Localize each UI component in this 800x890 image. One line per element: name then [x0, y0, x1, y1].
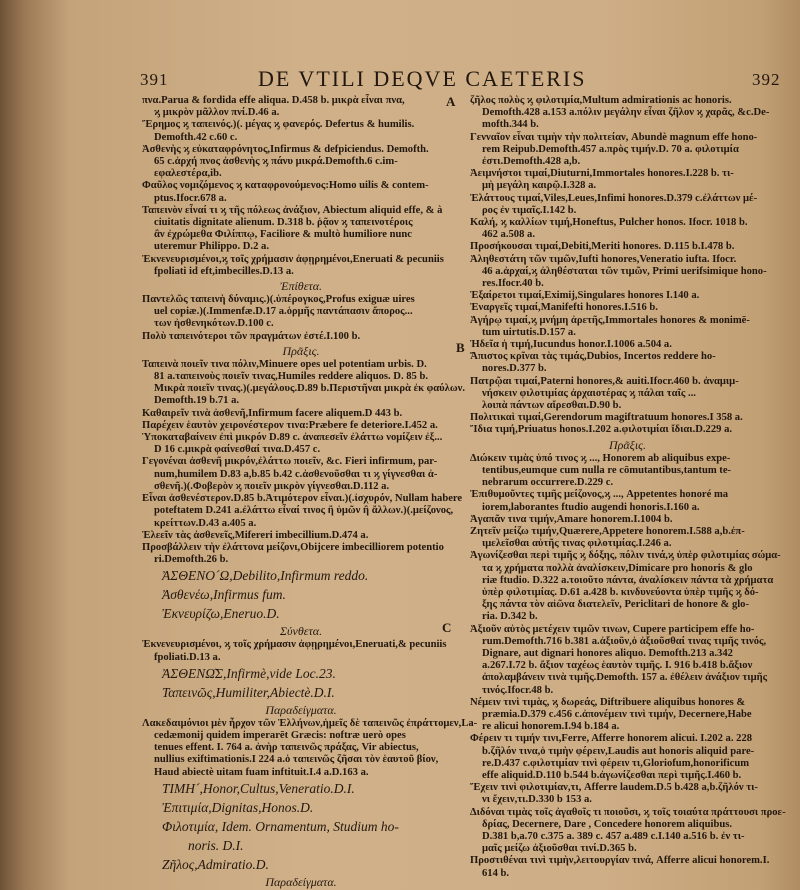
text-line: Ἀγήρῳ τιμαί,ϗ μνήμη ἀρετῆς,Immortales honores & monimē-	[470, 314, 750, 326]
text-line: cedæmonij quidem imperarēt Græcis: noftræ uerò opes	[154, 729, 406, 741]
text-line: Γεγονέναι ἀσθενῆ μικρόν,ἐλάττω ποιεῖν, &c. Fieri infirmum, par-	[142, 456, 438, 468]
text-line: tum uirtutis.D.157 a.	[482, 326, 576, 338]
running-title: DE VTILI DEQVE CAETERIS	[258, 66, 587, 91]
text-line: Ἐξαίρετοι τιμαί,Eximij,Singulares honores I.140 a.	[470, 290, 700, 302]
text-line: 614 b.	[482, 867, 510, 879]
lemma-entry: Φιλοτιμία, Idem. Ornamentum, Studium ho-	[162, 818, 399, 834]
text-line: ria. D.342 b.	[482, 611, 538, 623]
text-line: effe aliquid.D.110 b.544 b.ἀγωνίζεσθαι περὶ τιμῆς.I.460 b.	[482, 769, 742, 781]
text-line: Ταπεινὸν εἶναί τι ϗ τῆς πόλεως ἀνάξιον, Abiectum aliquid effe, & à	[142, 204, 443, 216]
text-line: ptus.Ifocr.678 a.	[154, 192, 227, 204]
text-line: fpoliati.D.13 a.	[154, 651, 221, 663]
text-line: tenues effent. I. 764 a. ἀνὴρ ταπεινῶς πράξας, Vir abiectus,	[154, 742, 419, 754]
text-line: mofth.344 b.	[482, 119, 539, 131]
text-line: Φαῦλος νομιζόμενος ϗ καταφρονούμενος:Homo uilis & contem-	[142, 180, 429, 192]
text-line: Ἐλάττους τιμαί,Viles,Leues,Infimi honores.D.379 c.ἐλάττων μέ-	[470, 192, 758, 204]
text-line: ciuitatis dignitate alienum. D.318 b. ῥᾷον ϗ ταπεινοτέροις	[154, 217, 413, 229]
text-line: re alicui honorem.I.94 b.184 a.	[482, 721, 620, 733]
text-line: Καθαιρεῖν τινὰ ἀσθενῆ,Infirmum facere aliquem.D 443 b.	[142, 407, 403, 419]
text-line: ὑπὲρ φιλοτιμίας. D.61 a.428 b. κινδυνεύοντα ὑπὲρ τιμῆς ϗ δό-	[482, 586, 759, 598]
text-line: nores.D.377 b.	[482, 363, 547, 375]
section-heading: Παραδείγματα.	[265, 702, 337, 717]
text-line: Ἐπιθυμοῦντες τιμῆς μείζονος,ϗ ..., Appetentes honoré ma	[470, 489, 729, 501]
text-line: Γενναῖον εἶναι τιμὴν τὴν πολιτείαν, Abundè magnum effe hono-	[470, 131, 758, 143]
text-line: τα ϗ χρήματα πολλὰ ἀναλίσκειν,Dimicare pro honoris & glo	[482, 562, 753, 574]
text-line: Λακεδαιμόνιοι μὲν ἦρχον τῶν Ἑλλήνων,ἡμεῖς δὲ ταπεινῶς ἐπράττομεν,La-	[142, 717, 478, 729]
margin-letter-c: C	[442, 620, 452, 635]
lemma-entry: Ἀσθενέω,Infirmus fum.	[162, 587, 286, 603]
lemma-entry: Ἐκνευρίζω,Eneruo.D.	[162, 606, 280, 622]
text-line: Ἀγαπᾶν τινα τιμήν,Amare honorem.I.1004 b.	[470, 513, 673, 525]
text-line: μαῖς μείζω ἀξιοῦσθαι τινί.D.365 b.	[482, 843, 637, 855]
text-line: Ζητεῖν μείζω τιμήν,Quærere,Appetere honorem.I.588 a,b.ἐπ-	[470, 525, 745, 537]
text-line: δρίας, Decernere, Dare , Concedere honorem aliquibus.	[482, 818, 733, 830]
text-line: λοιπὰ πάντων αἴρεσθαι.D.90 b.	[482, 400, 622, 412]
text-line: D.381 b,a.70 c.375 a. 389 c. 457 a.489 c.I.140 a.516 b. ἐν τι-	[482, 830, 745, 842]
text-line: Πατρῷαι τιμαί,Paterni honores,& auiti.Ifocr.460 b. ἀναμιμ-	[470, 375, 739, 387]
text-line: res.Ifocr.40 b.	[482, 278, 544, 290]
text-line: Ὑποκαταβαίνειν ἐπὶ μικρόν D.89 c. ἀναπεσεῖν ἐλάττω νομίζειν ἐξ...	[142, 432, 443, 444]
text-line: των ἠσθενηκότων.D.100 c.	[154, 318, 274, 330]
text-line: fpoliati id eft,imbecilles.D.13 a.	[154, 265, 294, 277]
text-line: Νέμειν τινὶ τιμὰς, ϗ δωρεάς, Diftribuere aliquibus honores &	[470, 696, 746, 708]
text-line: ri.Demofth.26 b.	[154, 554, 229, 566]
section-heading: Πρᾶξις.	[608, 437, 647, 452]
text-line: 462 a.508 a.	[482, 229, 535, 241]
text-line: Demofth.428 a.153 a.πόλιν μεγάλην εἶναι ζῆλον ϗ χαρᾶς, &c.De-	[482, 107, 770, 119]
text-line: riæ ftudio. D.322 a.τοιοῦτο πάντα, ἀναλίσκειν πάντα τὰ χρήματα	[482, 574, 774, 586]
lemma-entry: ἈΣΘΕΝΟ´Ω,Debilito,Infirmum reddo.	[162, 568, 369, 584]
margin-letter-b: B	[456, 340, 465, 355]
text-line: Παρέχειν ἑαυτὸν χειρονέστερον τινα:Præbere fe deteriore.I.452 a.	[142, 419, 438, 431]
text-line: σθενῆ.)(.Φοβερὸν ϗ ποιεῖν μικρὸν γίγνεσθαι.D.112 a.	[154, 480, 390, 492]
text-line: Διώκειν τιμὰς ὑπό τινος ϗ ..., Honorem ab aliquibus expe-	[470, 452, 731, 464]
text-line: Προστιθέναι τινὶ τιμὴν,λειτουργίαν τινά, Afferre alicui honorem.I.	[470, 855, 770, 867]
text-line: uel copiæ.)(.Immenfæ.D.17 a.ὁρμῆς παντάπασιν ἄπορος...	[154, 306, 413, 318]
page-number-left: 391	[140, 70, 169, 89]
lemma-entry: Ζῆλος,Admiratio.D.	[162, 856, 269, 872]
text-line: Haud abiectè uitam fuam inftituit.I.4 a.D.163 a.	[154, 766, 369, 778]
text-line: Φέρειν τι τιμήν τινι,Ferre, Afferre honorem alicui. I.202 a. 228	[470, 733, 753, 745]
text-line: re.D.437 c.φιλοτιμίαν τινὶ φέρειν τι,Gloriofum,honorificum	[482, 757, 750, 769]
text-line: Προσβάλλειν τὴν ἐλάττονα μείζονι,Obijcere imbecilliorem potentio	[142, 541, 444, 553]
lemma-entry: noris. D.I.	[188, 837, 244, 853]
text-line: Ἀσθενὴς ϗ εὐκαταφρόνητος,Infirmus & defpiciendus. Demofth.	[142, 143, 429, 155]
text-line: D 16 c.μικρὰ φαίνεσθαί τινα.D.457 c.	[154, 444, 321, 456]
text-line: Ἐλεεῖν τὰς ἀσθενεῖς,Mifereri imbecillium.D.474 a.	[142, 529, 369, 541]
lemma-entry: ἈΣΘΕΝΩ͂Σ,Infirmè,vide Loc.23.	[162, 665, 336, 681]
left-column	[142, 95, 478, 890]
text-line: Ἴδια τιμή,Priuatus honos.I.202 a.φιλοτιμίαι ἴδιαι.D.229 a.	[470, 424, 733, 436]
text-line: ἀπολαμβάνειν τινὰ τιμῆς.Demofth. 157 a. ἐθέλειν ἀνάξιον τιμῆς	[482, 672, 768, 684]
text-line: Dignare, aut dignari honores aliquo. Demofth.213 a.342	[482, 647, 733, 659]
text-line: nullius exiftimationis.I 224 a.ὁ ταπεινῶς ζῆσαι τὸν ἑαυτοῦ βίον,	[154, 754, 439, 766]
text-line: Ἔχειν τινὶ φιλοτιμίαν,τι, Afferre laudem.D.5 b.428 a,b.ζῆλόν τι-	[470, 782, 758, 794]
text-line: Ἀξιοῦν αὐτὸς μετέχειν τιμῶν τινων, Cupere participem effe ho-	[470, 623, 755, 635]
text-line: Παντελῶς ταπεινὴ δύναμις.)(.ὑπέρογκος,Profus exiguæ uires	[142, 294, 415, 306]
text-line: μὴ μεγάλη καιρῷ.I.328 a.	[482, 180, 597, 192]
text-line: πνα.Parua & fordida effe aliqua. D.458 b. μικρὰ εἶναι πνα,	[142, 95, 405, 106]
lemma-entry: Ταπεινῶς,Humiliter,Abiectè.D.I.	[162, 684, 335, 700]
text-line: Demofth.42 c.60 c.	[154, 131, 238, 143]
text-line: Ταπεινὰ ποιεῖν τινα πόλιν,Minuere opes uel potentiam urbis. D.	[142, 358, 427, 370]
lemma-entry: Ἐπιτιμία,Dignitas,Honos.D.	[162, 799, 314, 815]
text-line: 81 a.ταπεινοὺς ποιεῖν τινας,Humiles reddere aliquos. D. 85 b.	[154, 371, 429, 383]
text-line: Καλή, ϗ καλλίων τιμή,Honeftus, Pulcher honos. Ifocr. 1018 b.	[470, 217, 748, 229]
text-line: b.ζῆλόν τινα,ὁ τιμὴν φέρειν,Laudis aut honoris aliquid pare-	[482, 745, 755, 757]
text-line: nebrarum occurrere.D.229 c.	[482, 477, 614, 489]
text-line: iorem,laborantes ftudio augendi honoris.I.160 a.	[482, 501, 700, 513]
margin-letter-a: A	[446, 94, 456, 109]
text-line: κρείττων.D.43 a.405 a.	[154, 517, 257, 529]
text-line: Ἐναργεῖς τιμαί,Manifefti honores.I.516 b.	[470, 302, 658, 314]
text-line: Μικρὰ ποιεῖν τινας.)(.μεγάλους.D.89 b.Περιστῆναι μικρὰ ἐκ φαύλων.	[154, 383, 465, 395]
text-line: τινός.Ifocr.48 b.	[482, 684, 554, 696]
text-line: tentibus,eumque cum nulla re cōmutantibus,tantum te-	[482, 464, 732, 476]
page-number-right: 392	[752, 70, 781, 89]
text-line: præmia.D.379 c.456 c.ἀπονέμειν τινὶ τιμήν, Decernere,Habe	[482, 708, 752, 720]
section-heading: Παραδείγματα.	[265, 874, 337, 889]
text-line: Ἔρημος ϗ ταπεινός.)(. μέγας ϗ φανερός. Defertus & humilis.	[142, 119, 415, 131]
text-line: Πολιτικαὶ τιμαί,Gerendorum magiftratuum honores.I 358 a.	[470, 412, 743, 424]
text-line: ἐστι.Demofth.428 a,b.	[482, 156, 581, 168]
text-line: ἂν ἐχρώμεθα Φιλίππῳ, Faciliore & multò humiliore nunc	[154, 229, 412, 241]
text-line: ϗ μικρὸν μᾶλλον πνί.D.46 a.	[154, 107, 280, 119]
text-line: poteftatem D.241 a.ἐλάττω εἶναί τινος ἢ ὑμῶν ἢ ἄλλων.)(.μείζονος,	[154, 505, 454, 517]
text-line: Προσήκουσαι τιμαί,Debiti,Meriti honores. D.115 b.I.478 b.	[470, 241, 735, 253]
text-line: Ἀληθεστάτη τῶν τιμῶν,Iufti honores,Veneratio iufta. Ifocr.	[470, 253, 737, 265]
lemma-entry: ΤΙΜΗ´,Honor,Cultus,Veneratio.D.I.	[162, 780, 355, 796]
text-line: Εἶναι ἀσθενέστερον.D.85 b.Ἀτιμότερον εἶναι.)(.ἰσχυρόν, Nullam habere	[142, 493, 463, 505]
text-line: 65 c.ἀρχή πνος ἀσθενὴς ϗ πάνυ μικρά.Demofth.6 c.im-	[154, 156, 398, 168]
text-line: Ἐκνενευρισμένοι,ϗ τοῖς χρήμασιν ἀφῃρημένοι,Eneruati & pecuniis	[142, 253, 444, 265]
text-line: rum.Demofth.716 b.381 a.ἀξιοῦν,ὁ ἀξιοῦσθαί τινας τιμῆς τινός,	[482, 635, 767, 647]
text-line: ιμελεῖσθαι αὐτῆς τινας φιλοτιμίας.I.246 a.	[482, 538, 672, 550]
text-line: Ἐκνενευρισμένοι, ϗ τοῖς χρήμασιν ἀφῃρημένοι,Eneruati,& pecuniis	[142, 639, 447, 651]
text-line: νήσκειν φιλοτιμίας ἀρχαιοτέρας ϗ πάλαι ταῖς ...	[482, 387, 696, 399]
text-line: Ἀγωνίζεσθαι περὶ τιμῆς ϗ δόξης, πόλιν τινά,ϗ ὑπὲρ φιλοτιμίας σώμα-	[470, 550, 781, 562]
section-heading: Σύνθετα.	[279, 624, 323, 639]
section-heading: Πρᾶξις.	[282, 343, 320, 358]
text-line: νι ἔχειν,τι.D.330 b 153 a.	[482, 794, 592, 806]
text-line: a.267.I.72 b. ἄξιον ταχέως ἑαυτὸν τιμῆς. I. 916 b.418 b.ἄξιον	[482, 660, 753, 672]
text-line: Πολὺ ταπεινότεροι τῶν πραγμάτων ἐστέ.I.100 b.	[142, 330, 361, 342]
text-line: ρος ἐν τιμαῖς.I.142 b.	[482, 204, 577, 216]
text-line: num,humilem D.83 a,b.85 b.42 c.ἀσθενοῦσθαι τι ϗ γίγνεσθαι ἀ-	[154, 468, 438, 480]
text-line: ξης πάντα τὸν αἰῶνα διατελεῖν, Periclitari de honore & glo-	[482, 599, 750, 611]
text-line: Ἄπιστος κρῖναι τὰς τιμάς,Dubios, Incertos reddere ho-	[470, 351, 716, 363]
text-line: εφαλεστέρα,ib.	[154, 168, 222, 180]
text-line: uteremur Philippo. D.2 a.	[154, 241, 269, 253]
text-line: 46 a.ἀρχαί,ϗ ἀληθέσταται τῶν τιμῶν, Primi uerifsimique hono-	[482, 265, 767, 277]
text-line: ζῆλος πολὺς ϗ φιλοτιμία,Multum admirationis ac honoris.	[470, 95, 732, 106]
section-heading: Ἐπίθετα.	[279, 279, 323, 294]
right-column	[470, 95, 785, 880]
text-line: Διδόναι τιμὰς τοῖς ἀγαθοῖς τι ποιοῦσι, ϗ τοῖς τοιαύτα πράττουσι προε-	[470, 806, 786, 818]
text-line: rem Reipub.Demofth.457 a.πρὸς τιμήν.D. 70 a. φιλοτιμία	[482, 143, 739, 155]
text-line: Ἡδεῖα ἡ τιμή,Iucundus honor.I.1006 a.504 a.	[470, 339, 672, 351]
text-line: Demofth.19 b.71 a.	[154, 395, 240, 407]
text-line: Ἀειμνήστοι τιμαί,Diuturni,Immortales honores.I.228 b. τι-	[470, 168, 734, 180]
